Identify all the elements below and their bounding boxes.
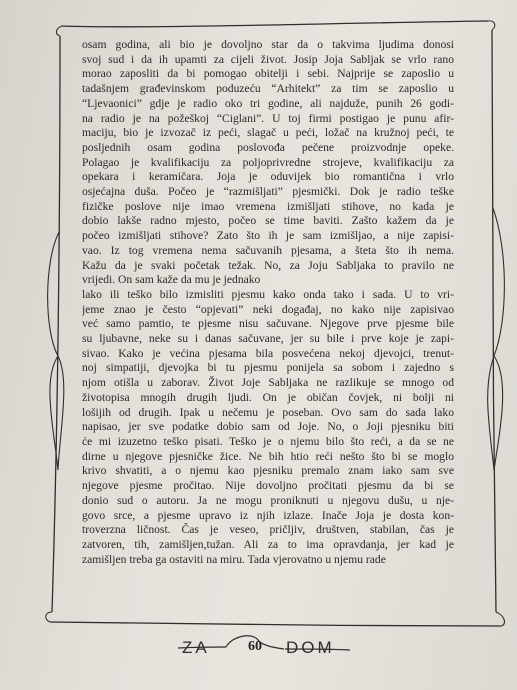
footer-word-right: DOM [286,638,335,657]
frame-bottom-curl-right [496,612,505,626]
text-line: fizičke poslove nije imao vremena izmišljati stihove, no kada je [82,199,454,213]
text-line: životopisa mnogih drugih ljudi. On je običan čovjek, ni bolji ni [82,390,454,404]
frame-bottom-line [50,622,500,626]
frame-top-curl-right [488,21,495,30]
text-line: dobio lakše radno mjesto, počeo se time baviti. Zašto kažem da je [82,214,454,228]
text-line: svoj sud i da ih upamti za cijeli život. Josip Joja Sabljak se vrlo rano [82,52,454,66]
text-line: njom otišla u zaborav. Život Joje Sabljaka ne razlikuje se mnogo od [82,376,454,390]
text-line: su ljubavne, neke su i danas sačuvane, jer su bile i prve koje je zapi- [82,332,454,346]
frame-left-line [52,36,60,612]
frame-bottom-curl-left [46,612,52,622]
text-line: krivo shvatiti, a o njemu kao pjesniku premalo znam iako sam sve [82,464,454,478]
text-line: vao. Iz tog vremena nema sačuvanih pjesama, a šteta što ih nema. [82,243,454,257]
text-line: njegove pjesme pročitao. Nije dovoljno pročitati pjesmu da bi se [82,479,454,493]
text-line: Kažu da je svaki početak težak. No, za Joju Sabljaka to pravilo ne [82,258,454,272]
text-line: već samo pamtio, te pjesme nisu sačuvane. Njegove prve pjesme bile [82,317,454,331]
frame-top-line [62,21,488,27]
text-line: sivao. Kako je većina pjesama bila posvećena nekoj djevojci, trenut- [82,346,454,360]
frame-right-line [492,30,496,612]
text-line: Polagao je kvalifikaciju za poljoprivredne strojeve, kvalifikaciju za [82,155,454,169]
text-line: osjećajna duša. Počeo je “razmišljati” pjesmički. Dok je radio teške [82,185,454,199]
text-line: jeme znao je često “opjevati” neki događaj, no kako nije zapisivao [82,302,454,316]
text-line: “Ljevaonici” gdje je radio oko tri godine, ali najduže, punih 26 godi- [82,96,454,110]
footer-word-left: ZA [182,638,210,657]
text-line: na radio je na požeškoj “Ciglani”. U toj firmi postigao je punu afir- [82,111,454,125]
text-line: morao zaposliti da bi pomogao obitelji i sebi. Najprije se zaposlio u [82,67,454,81]
text-line: noj simpatiji, djevojka bi tu pjesmu ponijela sa sobom i zajedno s [82,361,454,375]
text-line: posljednih osam godina poslovođa pečene proizvodnje opeke. [82,140,454,154]
text-line: napisao, jer sve podatke dobio sam od Joje. No, o Joji pjesniku biti [82,420,454,434]
page-footer [0,628,517,668]
text-line: lako ili teško bilo izmisliti pjesmu kako onda tako i sada. U to vri- [82,287,454,301]
page-number: 60 [248,639,262,654]
text-line: lošijih od drugih. Ipak u nečemu je poseban. Ovo sam do sada lako [82,405,454,419]
text-line: zatvoren, tih, zamišljen,tužan. Ali za to ima opravdanja, jer kad je [82,537,454,551]
text-line: troverzna ličnost. Čas je veseo, pričljiv, društven, stabilan, čas je [82,523,454,537]
text-line: dirne u njegove pjesničke žice. Ne bih htio reći nešto što bi se moglo [82,449,454,463]
text-line: će mi izuzetno teško pisati. Teško je o njemu bilo što reći, a da se ne [82,434,454,448]
text-line: vrijedi. On sam kaže da mu je jednako [82,273,261,287]
frame-right-loop [488,208,505,470]
text-line: tadašnjem građevinskom poduzeću “Arhitekt” za tim se zaposlio u [82,82,454,96]
text-line: zamišljen treba ga ostaviti na miru. Tada vjerovatno u njemu rade [82,552,386,566]
text-line: opekara i keramičara. Joja je oduvijek bio romantična i vrlo [82,170,454,184]
body-text [82,38,454,567]
frame-left-loop [48,232,64,470]
frame-top-curl-left [56,26,62,36]
text-line: počeo izmišljati stihove? Zato što ih je sam izmišljao, a nije zapisi- [82,229,454,243]
text-line: govo srce, a pjesme upravo iz njih izlaze. Inače Joja je dosta kon- [82,508,454,522]
text-line: osam godina, ali bio je dovoljno star da o takvima ljudima donosi [82,38,454,51]
text-line: donio sud o autoru. Ja ne mogu proniknuti u njegovu dušu, u nje- [82,493,454,507]
text-line: maciju, bio je izvozač iz peći, slagač u peći, ložač na kružnoj peći, te [82,126,454,140]
